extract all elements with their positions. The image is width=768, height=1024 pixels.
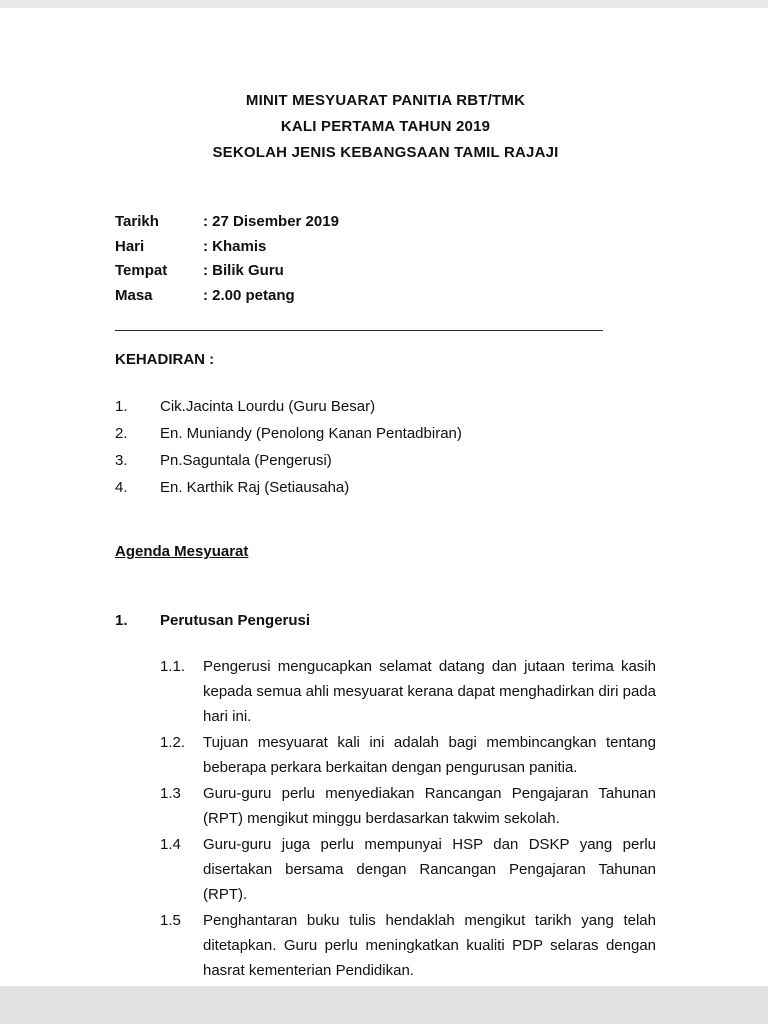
- meeting-details: [115, 210, 656, 308]
- list-item-text: Cik.Jacinta Lourdu (Guru Besar): [160, 398, 376, 415]
- detail-value: : Khamis: [203, 237, 267, 255]
- detail-label: Tempat: [115, 262, 168, 279]
- document-title-block: [115, 88, 656, 166]
- list-item: [115, 420, 656, 447]
- section-number: 1.: [115, 612, 128, 629]
- document-page: [0, 8, 768, 986]
- agenda-items: [160, 654, 656, 983]
- detail-value: : 27 Disember 2019: [203, 213, 339, 230]
- detail-value: : Bilik Guru: [203, 262, 284, 279]
- detail-row-tarikh: [115, 210, 656, 235]
- list-item-number: 1.: [115, 398, 128, 415]
- detail-value: : 2.00 petang: [203, 286, 295, 304]
- agenda-item-text: Guru-guru perlu menyediakan Rancangan Pengajaran Tahunan (RPT) mengikut minggu berdasarkan takwim sekolah.: [203, 785, 656, 827]
- list-item-text: Pn.Saguntala (Pengerusi): [160, 452, 332, 469]
- agenda-item-text: Penghantaran buku tulis hendaklah mengikut tarikh yang telah ditetapkan. Guru perlu meningkatkan kualiti PDP selaras dengan hasrat kementerian Pendidikan.: [203, 912, 656, 979]
- detail-label: Masa: [115, 286, 153, 304]
- list-item-text: En. Karthik Raj (Setiausaha): [160, 479, 350, 496]
- kehadiran-heading: KEHADIRAN :: [115, 351, 215, 368]
- list-item: [115, 474, 656, 501]
- viewer-bottom-bar: [0, 986, 768, 1024]
- agenda-item-text: Guru-guru juga perlu mempunyai HSP dan DSKP yang perlu disertakan bersama dengan Rancangan Pengajaran Tahunan (RPT).: [203, 836, 656, 903]
- attendee-list: [115, 393, 656, 501]
- agenda-item-number: 1.2.: [160, 734, 186, 751]
- detail-row-tempat: [115, 259, 656, 284]
- agenda-item-number: 1.5: [160, 912, 181, 929]
- section-heading: [115, 610, 656, 632]
- agenda-item-number: 1.4: [160, 836, 181, 853]
- agenda-item: [160, 908, 656, 983]
- detail-label: Hari: [115, 237, 145, 255]
- agenda-heading: Agenda Mesyuarat: [115, 543, 249, 560]
- section-title: Perutusan Pengerusi: [160, 612, 311, 629]
- agenda-item-text: Tujuan mesyuarat kali ini adalah bagi membincangkan tentang beberapa perkara berkaitan dengan pengurusan panitia.: [203, 734, 656, 776]
- list-item-number: 4.: [115, 479, 128, 496]
- document-title-line-2: KALI PERTAMA TAHUN 2019: [280, 118, 491, 135]
- agenda-item-text: Pengerusi mengucapkan selamat datang dan jutaan terima kasih kepada semua ahli mesyuarat kerana dapat menghadirkan diri pada hari ini.: [203, 658, 656, 725]
- detail-label: Tarikh: [115, 213, 159, 230]
- agenda-item: [160, 832, 656, 907]
- agenda-item: [160, 781, 656, 831]
- divider-line: [115, 330, 603, 331]
- list-item-number: 3.: [115, 452, 128, 469]
- list-item-number: 2.: [115, 425, 128, 442]
- agenda-item-number: 1.1.: [160, 658, 186, 675]
- list-item-text: En. Muniandy (Penolong Kanan Pentadbiran): [160, 425, 462, 442]
- document-title-line-3: SEKOLAH JENIS KEBANGSAAN TAMIL RAJAJI: [212, 144, 559, 161]
- document-title-line-1: MINIT MESYUARAT PANITIA RBT/TMK: [245, 92, 526, 109]
- list-item: [115, 393, 656, 420]
- list-item: [115, 447, 656, 474]
- agenda-item-number: 1.3: [160, 785, 181, 802]
- detail-row-masa: [115, 284, 656, 309]
- detail-row-hari: [115, 235, 656, 260]
- agenda-item: [160, 730, 656, 780]
- agenda-item: [160, 654, 656, 729]
